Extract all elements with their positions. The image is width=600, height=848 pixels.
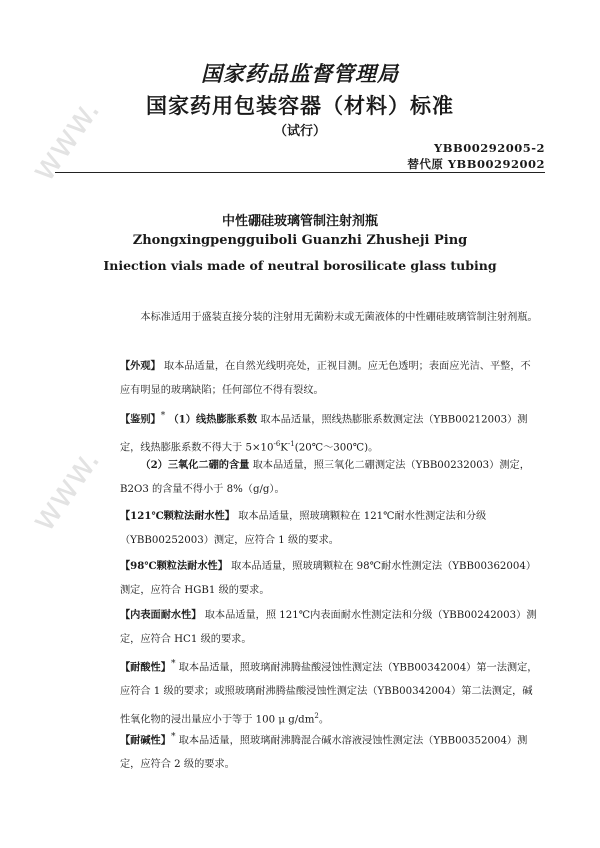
identification-1-heading: （1）线热膨胀系数	[168, 413, 258, 426]
header-divider	[55, 172, 545, 173]
replaces-code: 替代原 YBB00292002	[407, 157, 545, 171]
scope-text: 本标准适用于盛装直接分装的注射用无菌粉末或无菌液体的中性硼硅玻璃管制注射剂瓶。	[140, 312, 538, 323]
exponent: -1	[287, 440, 295, 449]
agency-name: 国家药品监督管理局	[201, 61, 399, 86]
title-english: Iniection vials made of neutral borosilicate glass tubing	[103, 258, 497, 273]
title-chinese: 中性硼硅玻璃管制注射剂瓶	[221, 214, 378, 229]
inner-surface-section	[120, 603, 540, 652]
exponent: -6	[273, 440, 281, 449]
alkali-text: 取本品适量，照玻璃耐沸腾混合碱水溶液浸蚀性测定法（YBB00352004）测定，应符合 2 级的要求。	[120, 735, 528, 771]
identification-2-text: 取本品适量，照三氧化二硼测定法（YBB00232003）测定，B2O3 的含量不得小于 8%（g/g）。	[120, 460, 530, 495]
water-98-text: 取本品适量，照玻璃颗粒在 98℃耐水性测定法（YBB00362004）测定，应符合 HGB1 级的要求。	[120, 561, 537, 596]
water-98-section	[120, 554, 540, 603]
identification-2-section	[120, 453, 540, 502]
water-121-text: 取本品适量，照玻璃颗粒在 121℃耐水性测定法和分级（YBB00252003）测定，应符合 1 级的要求。	[120, 511, 487, 546]
standard-code: YBB00292005-2	[434, 141, 545, 155]
water-121-section	[120, 504, 540, 553]
appearance-section	[120, 354, 540, 403]
exponent: 2	[314, 712, 319, 721]
acid-text-end: 。	[318, 714, 330, 726]
water-98-heading: 【98℃颗粒法耐水性】	[120, 560, 228, 572]
appearance-text: 取本品适量，在自然光线明亮处，正视目测。应无色透明；表面应光洁、平整，不应有明显的玻璃缺陷；任何部位不得有裂纹。	[120, 361, 531, 396]
inner-surface-heading: 【内表面耐水性】	[120, 609, 202, 621]
asterisk-mark: *	[170, 732, 176, 742]
watermark: www. www.	[23, 91, 109, 539]
inner-surface-text: 取本品适量，照 121℃内表面耐水性测定法和分级（YBB00242003）测定，应符合 HC1 级的要求。	[120, 610, 537, 645]
alkali-section	[120, 725, 540, 777]
identification-1-text: 取本品适量，照线热膨胀系数测定法（YBB00212003）测定，线热膨胀系数不得大于 5×10	[120, 414, 528, 454]
acid-text: 取本品适量，照玻璃耐沸腾盐酸浸蚀性测定法（YBB00342004）第一法测定，应符合 1 级的要求；或照玻璃耐沸腾盐酸浸蚀性测定法（YBB00342004）第二法测定，碱性氧化物的浸出量应小于等于 100 μ g/dm	[120, 662, 538, 726]
asterisk-mark: *	[170, 659, 176, 669]
acid-heading: 【耐酸性】	[120, 661, 171, 674]
asterisk-mark: *	[160, 411, 166, 421]
identification-heading: 【鉴别】	[120, 413, 161, 426]
acid-section	[120, 652, 540, 733]
trial-label: （试行）	[273, 124, 326, 139]
alkali-heading: 【耐碱性】	[120, 734, 171, 747]
title-pinyin: Zhongxingpengguiboli Guanzhi Zhusheji Ping	[132, 233, 468, 248]
appearance-heading: 【外观】	[120, 360, 161, 372]
temperature-range: (20℃～300℃)。	[294, 442, 379, 454]
unit-k: K	[280, 442, 288, 454]
standard-name: 国家药用包装容器（材料）标准	[146, 93, 454, 118]
scope-paragraph	[120, 306, 540, 330]
identification-2-heading: （2）三氧化二硼的含量	[140, 459, 250, 471]
water-121-heading: 【121℃颗粒法耐水性】	[120, 510, 235, 522]
